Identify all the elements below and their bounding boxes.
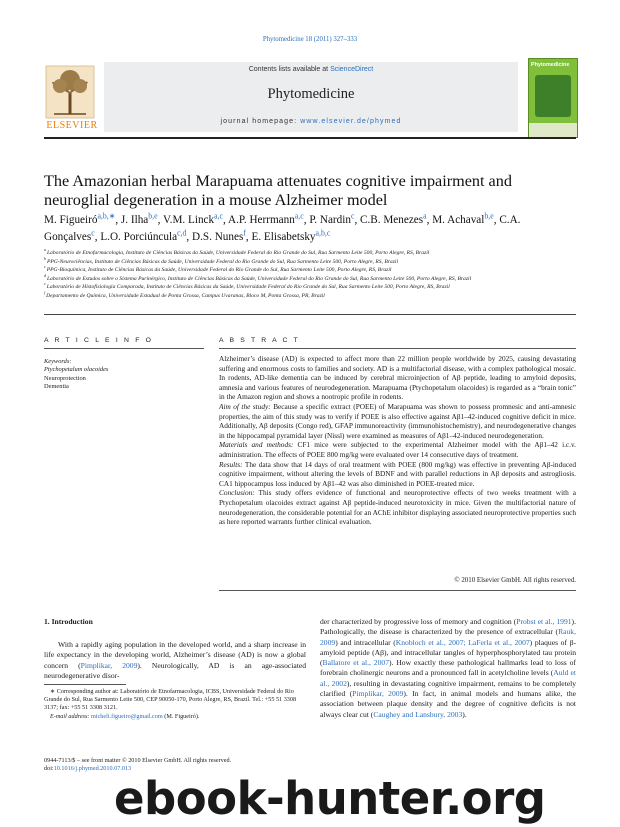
intro-paragraph-left: With a rapidly aging population in the developed world, and a sharp increase in life expectancy in the developing world, Alzheimer’s disease (AD) is now a global concern (Pimplikar, 2009). Neurologically, AD is an age-associated neurodegenerative disor-: [44, 640, 306, 680]
abstract-paragraph: Conclusion: This study offers evidence of functional and neuroprotective effects of two weeks treatment with a Ptychopetalum olacoides extract against Aβ peptide-induced neurotoxicity in mice. Given the multifactorial nature of neurodegeneration, the considerable potential for an AChE inhibitor displaying associated neuroprotective properties such as here reported warrants further clinical evaluation.: [219, 488, 576, 527]
author-name: M. Figueiró: [44, 214, 98, 226]
contents-line: [104, 66, 518, 73]
email-link[interactable]: micheli.figueiro@gmail.com: [91, 712, 163, 720]
contents-prefix: Contents lists available at: [248, 66, 331, 73]
citation-link[interactable]: Rauk, 2009: [320, 627, 576, 647]
affiliation-mark: f: [44, 290, 47, 295]
author-name: D.S. Nunes: [192, 231, 244, 243]
journal-cover-thumbnail[interactable]: [528, 58, 578, 138]
section-heading-introduction: 1. Introduction: [44, 617, 93, 626]
author-name: A.P. Herrmann: [228, 214, 295, 226]
article-info-heading: A R T I C L E I N F O: [44, 337, 154, 344]
journal-name: Phytomedicine: [267, 86, 355, 102]
doi-link[interactable]: 10.1016/j.phymed.2010.07.013: [53, 765, 132, 773]
citation-link[interactable]: Ballatore et al., 2007: [322, 658, 389, 668]
email-suffix: (M. Figueiró).: [162, 712, 200, 720]
cover-title: Phytomedicine: [531, 62, 570, 68]
affiliation-mark: b: [44, 256, 47, 261]
affiliation-item: $^f$ Departamento de Química, Universidade Estadual de Ponta Grossa, Campus Uvaranas, Bloco M, Ponta Grossa, PR, Brazil: [44, 290, 325, 299]
abstract-paragraph: Alzheimer’s disease (AD) is expected to affect more than 22 million people worldwide by 2025, causing devastating suffering and enormous costs to families and society. AD is a multifactorial disease, with a complex pathological mosaic. In rodents, AD-like dementia can be induced by cerebral microinjection of Aβ peptide, leading to amyloid deposits, amnesia and various features of neurodegeneration. Marapuama (Ptychopetalum olacoides) is regarded as a “brain tonic” in the Amazon region and shows a nootropic profile in rodents.: [219, 354, 576, 402]
citation-link[interactable]: Caughey and Lansbury, 2003: [373, 709, 463, 719]
homepage-link[interactable]: www.elsevier.de/phymed: [300, 118, 402, 125]
affiliation-rule: [44, 314, 576, 315]
keyword-item: Neuroprotection: [44, 374, 86, 382]
abstract-rule: [219, 348, 576, 349]
author-affiliation-mark[interactable]: b,e: [148, 211, 158, 221]
journal-homepage: [104, 118, 518, 125]
author-name: V.M. Linck: [163, 214, 215, 226]
author-name: C.A. Gonçalves: [44, 214, 521, 243]
author-list: M. Figueiró$^{a,b,∗}$, J. Ilha$^{b,e}$, V.M. Linck$^{a,c}$, A.P. Herrmann$^{a,c}$, P. Nardin$^c$, C.B. Menezes$^a$, M. Achaval$^{b,e}$, C.A. Gonçalves$^c$, L.O. Porciúncula$^{c,d}$, D.S. Nunes$^f$, E. Elisabetsky$^{a,b,c}$: [44, 211, 521, 243]
doi-prefix: doi:: [44, 765, 54, 773]
corresponding-author-footnote: [44, 688, 306, 721]
author-name: P. Nardin: [309, 214, 351, 226]
email-label: E-mail address:: [50, 712, 92, 720]
email-line: [44, 713, 306, 721]
author-name: M. Achaval: [432, 214, 485, 226]
citation-link[interactable]: Knobloch et al., 2007; LaFerla et al., 2007: [395, 637, 530, 647]
keyword-item: Dementia: [44, 383, 69, 391]
abstract-copyright: © 2010 Elsevier GmbH. All rights reserved.: [454, 577, 576, 584]
elsevier-wordmark: ELSEVIER: [46, 120, 98, 131]
abstract-paragraph: Results: The data show that 14 days of oral treatment with POEE (800 mg/kg) was effective in preventing Aβ-induced cognitive impairment, without altering the levels of BDNF and with parallel reductions in Aβ deposits and astrogliosis. CA1 hippocampus loss induced by Aβ1–42 was also diminished in POEE-treated mice.: [219, 459, 576, 488]
keywords-block: [44, 358, 184, 392]
header-rule: [44, 137, 576, 139]
affiliation-list: [44, 249, 576, 300]
homepage-prefix: journal homepage:: [220, 118, 301, 125]
citation-link[interactable]: Pimplikar, 2009: [80, 660, 138, 670]
corresponding-author-text: ∗ Corresponding author at: Laboratório de Etnofarmacologia, ICBS, Universidade Federal do Rio Grande do Sul, Rua Sarmento Leite 500, CEP 90050-170, Porto Alegre, RS, Brazil. Tel.: +55 51 3308 3137; fax: +55 51 3308 3121.: [44, 688, 297, 712]
article-title: The Amazonian herbal Marapuama attenuates cognitive impairment and neuroglial degeneration in a mouse Alzheimer model: [44, 172, 512, 209]
author-name: J. Ilha: [120, 214, 149, 226]
affiliation-item: $^c$ PPG-Bioquímica, Instituto de Ciências Básicas da Saúde, Universidade Federal do Rio Grande do Sul, Rua Sarmento Leite 500, Porto Alegre, RS, Brazil: [44, 265, 392, 273]
author-affiliation-mark[interactable]: c: [350, 211, 355, 221]
keywords-label: Keywords:: [44, 358, 72, 365]
elsevier-logo: [40, 64, 100, 134]
affiliation-mark: a: [44, 248, 47, 253]
running-citation[interactable]: Phytomedicine 18 (2011) 327–333: [262, 36, 358, 43]
affiliation-item: $^d$ Laboratório de Estudos sobre o Sistema Purinérgico, Instituto de Ciências Básicas da Saúde, Universidade Federal do Rio Grande do Sul, Rua Sarmento Leite 500, Porto Alegre, RS, Brazil: [44, 273, 472, 282]
abstract-paragraph: Materials and methods: CF1 mice were subjected to the experimental Alzheimer model with the Aβ1–42 i.c.v. administration. The effects of POEE 800 mg/kg were evaluated over 14 consecutive days of treatment.: [219, 440, 576, 459]
affiliation-mark: c: [44, 265, 47, 270]
author-affiliation-mark[interactable]: f: [243, 228, 246, 238]
author-affiliation-mark[interactable]: a,c: [214, 211, 224, 221]
affiliation-item: $^e$ Laboratório de Histofisiologia Comparada, Instituto de Ciências Básicas da Saúde, Universidade Federal do Rio Grande do Sul, Rua Sarmento Leite 500, Porto Alegre, RS, Brazil: [44, 282, 450, 290]
author-name: C.B. Menezes: [360, 214, 424, 226]
intro-paragraph-right: der characterized by progressive loss of memory and cognition (Probst et al., 1991). Pathologically, the disease is characterized by the presence of extracellular (Rauk, 2009) and intracellular (Knobloch et al., 2007; LaFerla et al., 2007) plaques of β-amyloid peptide (Aβ), and intracellular tangles of hyperphosphorylated tau protein (Ballatore et al., 2007). How exactly these pathological hallmarks lead to loss of forebrain cholinergic neurons and a pronounced fall in acetylcholine levels (Auld et al., 2002), resulting in devastating cognitive impairment, remains to be completely clarified (Pimplikar, 2009). In fact, in animal models and humans alike, the association between plaque density and the degree of cognitive deficits is not always clear cut (Caughey and Lansbury, 2003).: [320, 617, 576, 719]
author-affiliation-mark[interactable]: c: [91, 228, 95, 238]
author-affiliation-mark[interactable]: a,b,c: [315, 228, 331, 238]
citation-link[interactable]: Probst et al., 1991: [516, 617, 572, 626]
author-affiliation-mark[interactable]: c,d: [177, 228, 187, 238]
citation-link[interactable]: Auld et al., 2002: [320, 668, 576, 688]
abstract-heading: A B S T R A C T: [219, 337, 300, 344]
keyword-item: Ptychopetalum olacoides: [44, 366, 109, 374]
author-name: E. Elisabetsky: [251, 231, 316, 243]
watermark-text: ebook-hunter.org: [114, 772, 546, 825]
author-affiliation-mark[interactable]: a,b,∗: [97, 211, 116, 221]
footnote-rule: [44, 684, 126, 685]
affiliation-item: $^b$ PPG-Neurociências, Instituto de Ciências Básicas da Saúde, Universidade Federal do Rio Grande do Sul, Rua Sarmento Leite 500, Porto Alegre, RS, Brazil: [44, 256, 398, 265]
author-affiliation-mark[interactable]: b,e: [484, 211, 494, 221]
affiliation-mark: e: [44, 282, 47, 287]
abstract-paragraph: Aim of the study: Because a specific extract (POEE) of Marapuama was shown to possess promnesic and anti-amnesic properties, the aim of this study was to verify if POEE is also effective against Aβ1–42-induced cognitive deficit in mice. Additionally, Aβ deposits (Congo red), GFAP immunoreactivity (immunohistochemistry), and neurodegenerative changes in the hippocampal pyramidal layer (Nissl) were examined as measures of Aβ1–42-induced neurodegeneration.: [219, 401, 576, 440]
abstract-end-rule: [219, 590, 576, 591]
author-name: L.O. Porciúncula: [100, 231, 178, 243]
cover-band: [529, 123, 577, 137]
author-affiliation-mark[interactable]: a,c: [294, 211, 304, 221]
author-affiliation-mark[interactable]: a: [423, 211, 427, 221]
abstract-body: [219, 354, 576, 527]
article-info-rule: [44, 348, 204, 349]
citation-link[interactable]: Pimplikar, 2009: [352, 689, 404, 699]
affiliation-mark: d: [44, 273, 47, 278]
sciencedirect-link[interactable]: ScienceDirect: [330, 66, 374, 73]
issn-text: 0944-7113/$ – see front matter © 2010 Elsevier GmbH. All rights reserved.: [44, 757, 232, 764]
affiliation-item: $^a$ Laboratório de Etnofarmacologia, Instituto de Ciências Básicas da Saúde, Universidade Federal do Rio Grande do Sul, Rua Sarmento Leite 500, Porto Alegre, RS, Brazil: [44, 248, 430, 256]
cover-plant-image: [535, 75, 571, 117]
